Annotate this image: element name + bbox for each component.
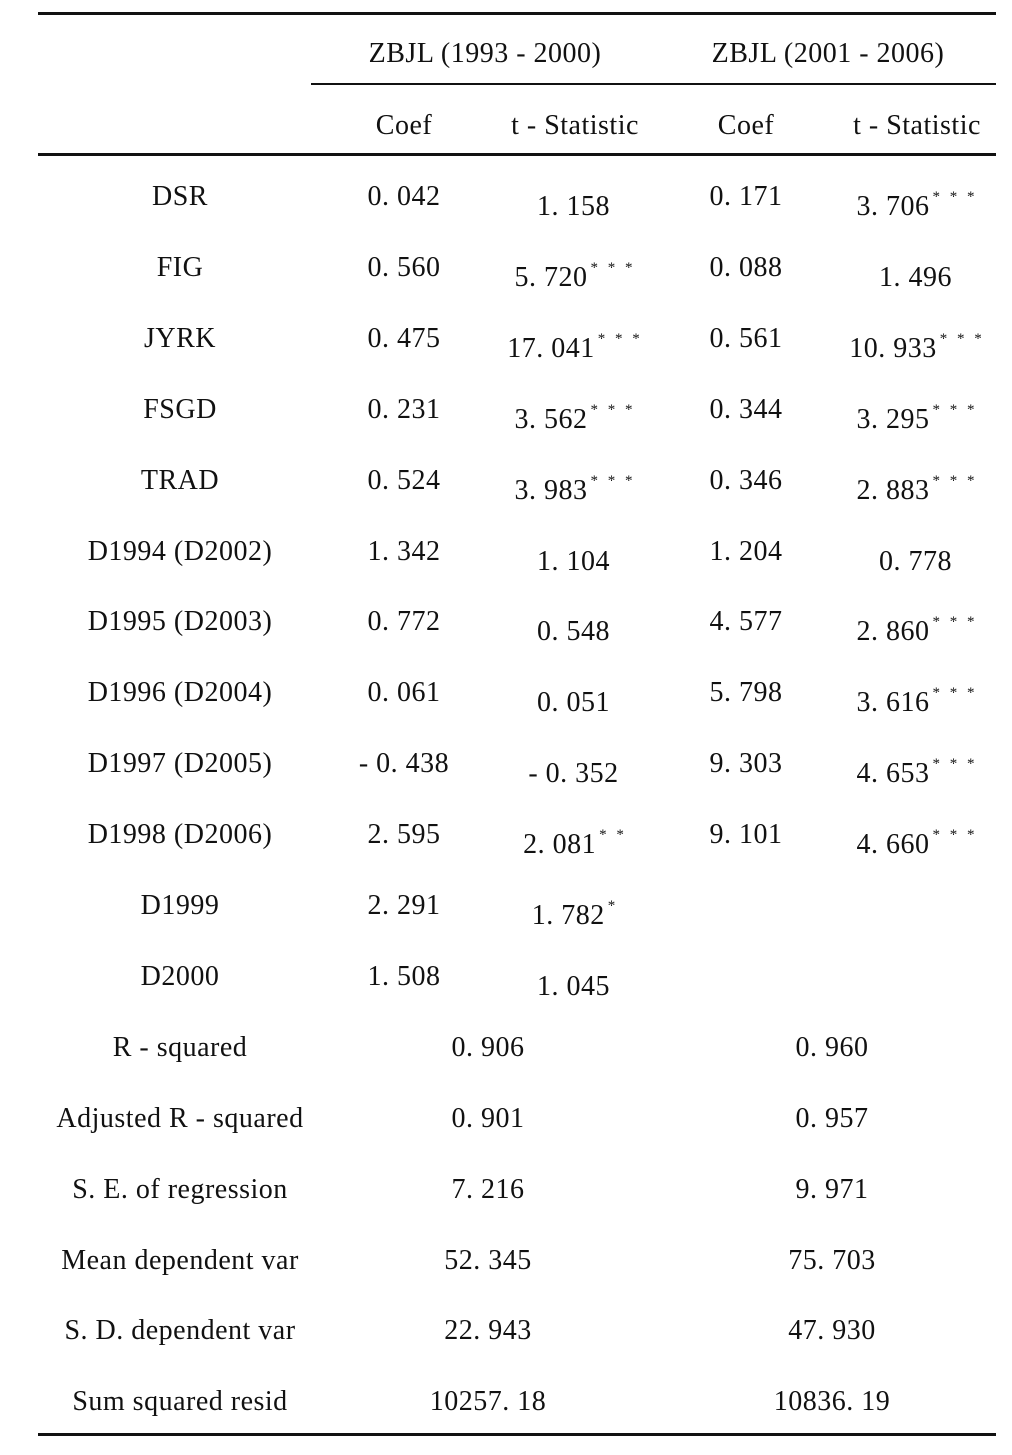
coef-2001-2006 [710, 815, 783, 855]
coef-2001-2006-value: 0. 171 [709, 181, 783, 212]
coef-1993-2000 [368, 532, 441, 572]
tstat-1993-2000 [514, 390, 636, 435]
coef-1993-2000-value: 1. 508 [367, 961, 441, 992]
tstat-1993-2000 [514, 461, 636, 506]
coef-1993-2000-value: 2. 595 [367, 819, 441, 850]
tstat-2001-2006 [879, 532, 955, 577]
stat-value-2001-2006-value: 75. 703 [788, 1245, 876, 1276]
stat-value-1993-2000 [430, 1382, 547, 1422]
row-label-value: D1999 [140, 890, 220, 921]
stat-value-2001-2006-value: 0. 957 [795, 1103, 869, 1134]
row-label [141, 957, 220, 997]
tstat-2001-2006-value: 2. 860 [856, 616, 930, 647]
coef-1993-2000 [368, 390, 441, 430]
stat-value-1993-2000-value: 0. 906 [451, 1032, 525, 1063]
stat-label-value: Sum squared resid [72, 1386, 288, 1417]
significance-stars: * * * [932, 614, 978, 630]
subheader-tstat-1: t - Statistic [511, 110, 639, 141]
tstat-2001-2006-value: 2. 883 [856, 475, 930, 506]
row-label [88, 744, 273, 784]
subheader-tstat-2: t - Statistic [853, 110, 981, 141]
tstat-1993-2000 [528, 744, 621, 789]
row-label-value: JYRK [143, 323, 217, 354]
row-label [141, 461, 219, 501]
coef-1993-2000-value: 0. 475 [367, 323, 441, 354]
coef-1993-2000-value: 0. 772 [367, 606, 441, 637]
significance-stars: * * * [932, 402, 978, 418]
stat-label-value: R - squared [112, 1032, 248, 1063]
group-rule [311, 83, 996, 85]
tstat-1993-2000-value: 5. 720 [514, 262, 588, 293]
coef-1993-2000 [368, 815, 441, 855]
tstat-1993-2000-value: 3. 562 [514, 404, 588, 435]
tstat-2001-2006 [856, 744, 978, 789]
tstat-2001-2006-value: 4. 653 [856, 758, 930, 789]
coef-1993-2000 [368, 886, 441, 926]
bottom-rule [38, 1433, 996, 1436]
stat-value-2001-2006 [788, 1311, 876, 1351]
coef-1993-2000 [359, 744, 449, 784]
tstat-1993-2000-value: 3. 983 [514, 475, 588, 506]
stat-label [56, 1099, 303, 1139]
group-header-1993-2000: ZBJL (1993 - 2000) [368, 38, 602, 69]
stat-value-1993-2000 [444, 1311, 532, 1351]
tstat-2001-2006 [916, 957, 919, 997]
subheader-coef-1: Coef [375, 110, 433, 141]
coef-2001-2006-value: 0. 346 [709, 465, 783, 496]
coef-1993-2000 [368, 602, 441, 642]
row-label [152, 177, 208, 217]
row-label [141, 886, 220, 926]
stat-value-2001-2006 [788, 1241, 876, 1281]
stat-value-2001-2006-value: 0. 960 [795, 1032, 869, 1063]
row-label [143, 390, 217, 430]
tstat-1993-2000-value: 1. 104 [537, 546, 610, 577]
significance-stars: * [607, 898, 619, 914]
stat-label-value: Mean dependent var [61, 1245, 299, 1276]
row-label-value: DSR [152, 181, 208, 212]
significance-stars: * * * [932, 756, 978, 772]
coef-1993-2000-value: 0. 061 [367, 677, 441, 708]
tstat-2001-2006 [916, 886, 919, 926]
significance-stars: * * * [932, 473, 978, 489]
stat-value-2001-2006-value: 47. 930 [788, 1315, 876, 1346]
coef-2001-2006-value: 0. 561 [709, 323, 783, 354]
stat-value-1993-2000-value: 7. 216 [451, 1174, 525, 1205]
row-label-value: D1996 (D2004) [87, 677, 273, 708]
coef-1993-2000-value: 1. 342 [367, 536, 441, 567]
stat-value-1993-2000-value: 0. 901 [451, 1103, 525, 1134]
significance-stars: * * * [932, 189, 978, 205]
stat-value-2001-2006 [774, 1382, 891, 1422]
coef-2001-2006 [710, 744, 783, 784]
tstat-1993-2000-value: 17. 041 [507, 333, 595, 364]
stat-label-value: S. E. of regression [72, 1174, 288, 1205]
significance-stars: * * * [932, 827, 978, 843]
significance-stars: * * * [932, 685, 978, 701]
stat-label-value: Adjusted R - squared [56, 1103, 304, 1134]
subheader-coef-2: Coef [717, 110, 775, 141]
tstat-2001-2006 [856, 602, 978, 647]
stat-label [64, 1311, 295, 1351]
row-label-value: TRAD [140, 465, 220, 496]
stat-value-1993-2000 [452, 1028, 525, 1068]
coef-1993-2000 [368, 673, 441, 713]
stat-value-2001-2006 [796, 1099, 869, 1139]
tstat-1993-2000 [537, 602, 613, 647]
coef-2001-2006-value: 0. 344 [709, 394, 783, 425]
tstat-2001-2006 [856, 673, 978, 718]
coef-2001-2006 [710, 532, 783, 572]
tstat-2001-2006-value: 3. 616 [856, 687, 930, 718]
coef-1993-2000 [368, 177, 441, 217]
coef-1993-2000 [368, 957, 441, 997]
tstat-2001-2006 [856, 461, 978, 506]
coef-1993-2000-value: 0. 524 [367, 465, 441, 496]
row-label-value: D1995 (D2003) [87, 606, 273, 637]
significance-stars: * * * [590, 402, 636, 418]
tstat-2001-2006-value: 3. 295 [856, 404, 930, 435]
coef-1993-2000-value: 2. 291 [367, 890, 441, 921]
tstat-1993-2000 [537, 532, 613, 577]
stat-value-1993-2000-value: 10257. 18 [429, 1386, 547, 1417]
tstat-1993-2000 [523, 815, 627, 860]
top-rule [38, 12, 996, 15]
row-label-value: D2000 [140, 961, 220, 992]
coef-2001-2006-value: 4. 577 [709, 606, 783, 637]
group-header-2001-2006: ZBJL (2001 - 2006) [711, 38, 945, 69]
tstat-2001-2006-value: 4. 660 [856, 829, 930, 860]
row-label [88, 815, 273, 855]
stat-label [72, 1382, 287, 1422]
coef-2001-2006 [710, 673, 783, 713]
coef-2001-2006 [710, 177, 783, 217]
tstat-1993-2000-value: 2. 081 [523, 829, 597, 860]
tstat-1993-2000-value: 1. 158 [537, 191, 610, 222]
row-label-value: D1994 (D2002) [87, 536, 273, 567]
tstat-2001-2006 [856, 390, 978, 435]
tstat-1993-2000-value: - 0. 352 [528, 758, 619, 789]
tstat-1993-2000 [537, 177, 613, 222]
row-label-value: D1997 (D2005) [87, 748, 273, 779]
row-label [88, 673, 273, 713]
stat-label [72, 1170, 288, 1210]
stat-value-1993-2000 [444, 1241, 532, 1281]
coef-2001-2006-value: 1. 204 [709, 536, 783, 567]
coef-2001-2006-value: 5. 798 [709, 677, 783, 708]
coef-1993-2000-value: - 0. 438 [358, 748, 450, 779]
row-label [144, 319, 216, 359]
row-label [157, 248, 204, 288]
tstat-2001-2006-value: 10. 933 [849, 333, 937, 364]
tstat-1993-2000-value: 0. 051 [537, 687, 610, 718]
tstat-1993-2000-value: 1. 782 [531, 900, 605, 931]
coef-2001-2006 [710, 602, 783, 642]
tstat-2001-2006-value: 3. 706 [856, 191, 930, 222]
significance-stars: * * * [939, 331, 985, 347]
tstat-1993-2000 [507, 319, 643, 364]
tstat-1993-2000 [537, 957, 613, 1002]
stat-value-2001-2006 [796, 1170, 869, 1210]
row-label-value: FSGD [143, 394, 217, 425]
stat-label-value: S. D. dependent var [64, 1315, 296, 1346]
significance-stars: * * * [597, 331, 643, 347]
tstat-2001-2006 [856, 815, 978, 860]
stat-label [61, 1241, 299, 1281]
tstat-2001-2006 [856, 177, 978, 222]
tstat-1993-2000 [514, 248, 636, 293]
tstat-1993-2000 [537, 673, 613, 718]
row-label [88, 532, 273, 572]
coef-1993-2000-value: 0. 042 [367, 181, 441, 212]
stat-value-1993-2000 [452, 1099, 525, 1139]
tstat-1993-2000-value: 0. 548 [537, 616, 610, 647]
coef-1993-2000 [368, 319, 441, 359]
significance-stars: * * [599, 827, 627, 843]
row-label-value: D1998 (D2006) [87, 819, 273, 850]
tstat-2001-2006-value: 1. 496 [879, 262, 952, 293]
coef-2001-2006 [710, 248, 783, 288]
coef-2001-2006 [710, 319, 783, 359]
stat-value-2001-2006 [796, 1028, 869, 1068]
header-rule [38, 153, 996, 156]
stat-label [113, 1028, 248, 1068]
coef-1993-2000-value: 0. 560 [367, 252, 441, 283]
coef-2001-2006-value: 9. 303 [709, 748, 783, 779]
row-label-value: FIG [156, 252, 204, 283]
coef-2001-2006 [710, 390, 783, 430]
tstat-2001-2006 [879, 248, 955, 293]
coef-1993-2000 [368, 248, 441, 288]
coef-2001-2006 [710, 461, 783, 501]
coef-2001-2006-value: 9. 101 [709, 819, 783, 850]
stat-value-2001-2006-value: 9. 971 [795, 1174, 869, 1205]
tstat-1993-2000 [531, 886, 619, 931]
significance-stars: * * * [590, 473, 636, 489]
tstat-2001-2006 [849, 319, 985, 364]
stat-value-1993-2000-value: 52. 345 [444, 1245, 532, 1276]
stat-value-2001-2006-value: 10836. 19 [773, 1386, 891, 1417]
row-label [88, 602, 273, 642]
stat-value-1993-2000-value: 22. 943 [444, 1315, 532, 1346]
coef-1993-2000 [368, 461, 441, 501]
coef-2001-2006-value: 0. 088 [709, 252, 783, 283]
tstat-1993-2000-value: 1. 045 [537, 971, 610, 1002]
tstat-2001-2006-value: 0. 778 [879, 546, 952, 577]
stat-value-1993-2000 [452, 1170, 525, 1210]
coef-1993-2000-value: 0. 231 [367, 394, 441, 425]
significance-stars: * * * [590, 260, 636, 276]
